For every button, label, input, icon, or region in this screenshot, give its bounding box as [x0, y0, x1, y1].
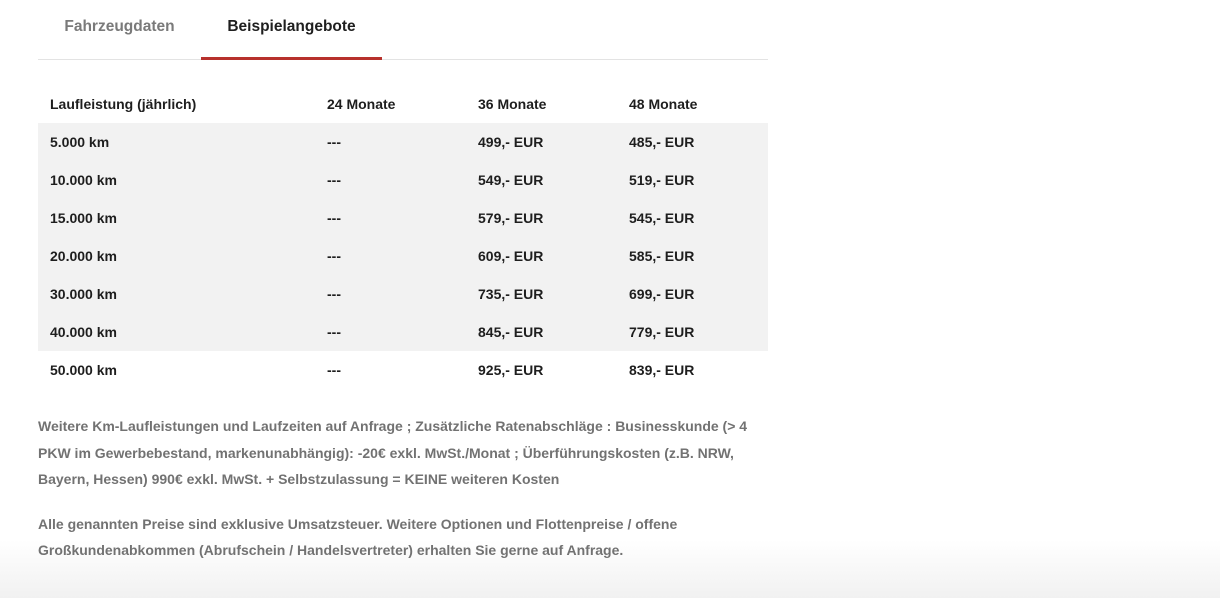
tab-beispielangebote[interactable]: Beispielangebote [201, 0, 382, 59]
cell-24-months: --- [327, 210, 341, 226]
cell-36-months: 549,- EUR [478, 172, 544, 188]
tab-fahrzeugdaten[interactable]: Fahrzeugdaten [64, 18, 175, 35]
cell-24-months: --- [327, 324, 341, 340]
cell-mileage: 30.000 km [50, 286, 117, 302]
header-mileage: Laufleistung (jährlich) [50, 96, 197, 112]
cell-24-months: --- [327, 248, 341, 264]
tab-bar [38, 0, 768, 60]
cell-36-months: 925,- EUR [478, 362, 544, 378]
cell-48-months: 519,- EUR [629, 172, 695, 188]
cell-36-months: 845,- EUR [478, 324, 544, 340]
header-36-months: 36 Monate [478, 96, 547, 112]
table-row [38, 275, 768, 313]
cell-48-months: 779,- EUR [629, 324, 695, 340]
cell-24-months: --- [327, 172, 341, 188]
cell-36-months: 609,- EUR [478, 248, 544, 264]
cell-mileage: 50.000 km [50, 362, 117, 378]
cell-mileage: 10.000 km [50, 172, 117, 188]
header-24-months: 24 Monate [327, 96, 396, 112]
table-row [38, 237, 768, 275]
cell-mileage: 40.000 km [50, 324, 117, 340]
table-header-row [38, 85, 768, 123]
cell-48-months: 585,- EUR [629, 248, 695, 264]
cell-36-months: 499,- EUR [478, 134, 544, 150]
header-48-months: 48 Monate [629, 96, 698, 112]
table-row [38, 351, 768, 389]
cell-36-months: 735,- EUR [478, 286, 544, 302]
offer-panel [38, 0, 768, 564]
cell-24-months: --- [327, 362, 341, 378]
cell-48-months: 485,- EUR [629, 134, 695, 150]
table-row [38, 313, 768, 351]
table-row [38, 199, 768, 237]
note-tax-info: Alle genannten Preise sind exklusive Umsatzsteuer. Weitere Optionen und Flottenpreise / offene Großkundenabkommen (Abrufschein / Handelsvertreter) erhalten Sie gerne auf Anfrage. [38, 515, 678, 558]
offers-table [38, 85, 768, 389]
cell-24-months: --- [327, 286, 341, 302]
note-additional-terms: Weitere Km-Laufleistungen und Laufzeiten auf Anfrage ; Zusätzliche Ratenabschläge : Businesskunde (> 4 PKW im Gewerbebestand, markenunabhängig): -20€ exkl. MwSt./Monat ; Überführungskosten (z.B. NRW, Bayern, Hessen) 990€ exkl. MwSt. + Selbstzulassung = KEINE weiteren Kosten [38, 418, 748, 487]
table-row [38, 123, 768, 161]
table-row [38, 161, 768, 199]
cell-mileage: 15.000 km [50, 210, 117, 226]
cell-48-months: 545,- EUR [629, 210, 695, 226]
cell-36-months: 579,- EUR [478, 210, 544, 226]
cell-mileage: 5.000 km [50, 134, 110, 150]
cell-24-months: --- [327, 134, 341, 150]
cell-48-months: 839,- EUR [629, 362, 695, 378]
cell-48-months: 699,- EUR [629, 286, 695, 302]
cell-mileage: 20.000 km [50, 248, 117, 264]
